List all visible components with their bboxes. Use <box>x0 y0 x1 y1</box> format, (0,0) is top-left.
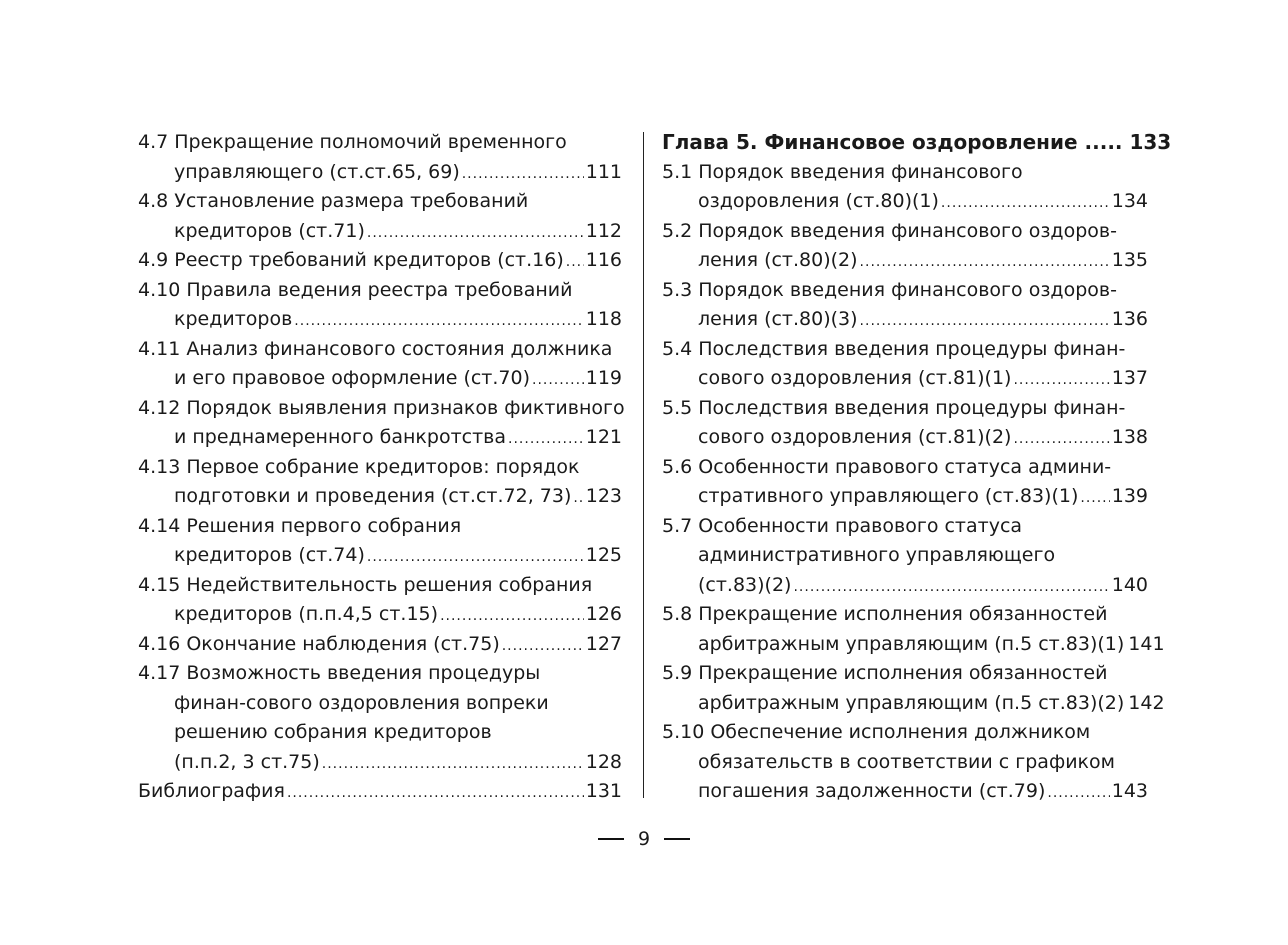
dot-leader <box>294 307 583 337</box>
toc-entry[interactable] <box>138 187 622 246</box>
dot-leader <box>860 248 1110 278</box>
toc-page-number: 142 <box>1128 691 1165 714</box>
toc-entry[interactable] <box>138 453 622 512</box>
dot-leader <box>793 573 1109 603</box>
toc-entry-title-line: оздоровления (ст.80)(1) <box>698 190 939 212</box>
dot-leader <box>532 366 584 396</box>
dot-leader <box>508 425 584 455</box>
toc-entry-title-line: 5.10 Обеспечение исполнения должником <box>662 721 1091 743</box>
toc-entry[interactable] <box>662 659 1165 718</box>
dot-leader <box>573 484 583 514</box>
toc-page-number: 137 <box>1111 367 1148 389</box>
dot-leader <box>566 248 584 278</box>
toc-entry-title-line: и его правовое оформление (ст.70) <box>174 367 530 389</box>
dot-leader <box>941 189 1110 219</box>
toc-entry-title-line: подготовки и проведения (ст.ст.72, 73) <box>174 485 572 507</box>
toc-entry[interactable] <box>138 777 622 807</box>
toc-entry-title-line: 4.11 Анализ финансового состояния должника <box>138 337 613 360</box>
toc-entry[interactable] <box>662 276 1148 335</box>
toc-page-number: 128 <box>585 750 622 773</box>
toc-entry-title-line: сового оздоровления (ст.81)(1) <box>698 367 1012 389</box>
toc-entry-title-line: 4.14 Решения первого собрания <box>138 514 462 537</box>
page-number: 9 <box>637 828 651 850</box>
toc-entry-title-line: 4.17 Возможность введения процедуры <box>138 662 541 684</box>
toc-entry[interactable] <box>662 718 1148 807</box>
toc-page-number: 138 <box>1111 426 1148 448</box>
toc-page-number: 126 <box>585 603 622 625</box>
toc-entry-title-line: 5.9 Прекращение исполнения обязанностей <box>662 662 1108 684</box>
dot-leader <box>367 219 584 249</box>
toc-entry[interactable] <box>662 158 1148 217</box>
dot-leader <box>440 602 584 632</box>
toc-entry[interactable] <box>662 335 1148 394</box>
toc-right-column <box>662 128 1172 807</box>
toc-page-number: 136 <box>1111 308 1148 330</box>
toc-entry-title-line: кредиторов (ст.71) <box>174 219 365 242</box>
toc-entry[interactable] <box>138 512 622 571</box>
toc-page-number: 119 <box>585 367 622 389</box>
toc-entry-title-line: обязательств в соответствии с графиком <box>698 750 1115 773</box>
toc-left-column <box>138 128 625 807</box>
toc-entry-title-line: 5.4 Последствия введения процедуры финан- <box>662 337 1126 360</box>
toc-page-number: 127 <box>585 632 622 655</box>
toc-page-number: 125 <box>585 544 622 566</box>
dot-leader <box>1080 484 1109 514</box>
toc-entry-title-line: 5.3 Порядок введения финансового оздоров- <box>662 278 1117 301</box>
toc-entry-title-line: стративного управляющего (ст.83)(1) <box>698 485 1079 507</box>
toc-entry-title-line: (ст.83)(2) <box>698 573 792 596</box>
toc-entry-title-line: 4.8 Установление размера требований <box>138 190 529 212</box>
toc-page-number: 112 <box>585 219 622 242</box>
toc-entry[interactable] <box>138 571 622 630</box>
toc-entry[interactable] <box>138 335 622 394</box>
toc-entry-title-line: 5.1 Порядок введения финансового <box>662 160 1023 183</box>
toc-entry[interactable] <box>662 600 1165 659</box>
toc-page-number: 134 <box>1111 190 1148 212</box>
toc-entry-title-line: Библиография <box>138 780 285 802</box>
toc-entry-title-line: 4.9 Реестр требований кредиторов (ст.16) <box>138 249 564 271</box>
toc-entry[interactable] <box>662 394 1148 453</box>
toc-entry[interactable] <box>138 630 622 660</box>
toc-entry-title-line: 4.7 Прекращение полномочий временного <box>138 131 567 153</box>
column-divider <box>643 132 644 798</box>
toc-entry-title-line: и преднамеренного банкротства <box>174 426 507 448</box>
toc-entry-title-line: кредиторов <box>174 308 293 330</box>
toc-entry-title-line: погашения задолженности (ст.79) <box>698 780 1046 802</box>
dot-leader <box>1013 425 1109 455</box>
toc-page-number: 140 <box>1111 573 1148 596</box>
toc-entry-title-line: 5.6 Особенности правового статуса админи- <box>662 455 1112 478</box>
toc-entry-title-line: 5.2 Порядок введения финансового оздоров- <box>662 219 1117 242</box>
toc-entry-title-line: 4.13 Первое собрание кредиторов: порядок <box>138 455 580 478</box>
toc-page-number: 116 <box>585 249 622 271</box>
dot-leader <box>322 750 584 780</box>
toc-entry-title-line: 4.12 Порядок выявления признаков фиктивного <box>138 396 625 419</box>
toc-page-number: 143 <box>1111 780 1148 802</box>
dot-leader <box>1013 366 1109 396</box>
toc-entry[interactable] <box>662 512 1148 601</box>
toc-entry-title-line: 5.5 Последствия введения процедуры финан- <box>662 396 1126 419</box>
toc-entry-title-line: кредиторов (ст.74) <box>174 544 365 566</box>
toc-page-number: 135 <box>1111 249 1148 271</box>
toc-entry-title-line: арбитражным управляющим (п.5 ст.83)(2) <box>698 691 1125 714</box>
toc-entry-title-line: кредиторов (п.п.4,5 ст.15) <box>174 603 439 625</box>
page-number-footer <box>0 828 1288 850</box>
toc-page-number: 118 <box>585 308 622 330</box>
toc-entry-title-line: административного управляющего <box>698 544 1056 566</box>
toc-entry-title-line: (п.п.2, 3 ст.75) <box>174 750 320 773</box>
dot-leader <box>367 543 584 573</box>
toc-entry-title-line: управляющего (ст.ст.65, 69) <box>174 160 460 183</box>
dot-leader <box>502 632 584 662</box>
toc-entry[interactable] <box>662 453 1148 512</box>
toc-page-number: 141 <box>1128 632 1165 655</box>
toc-entry[interactable] <box>138 246 622 276</box>
toc-page-number: 123 <box>585 485 622 507</box>
footer-dash-right <box>664 838 690 840</box>
toc-entry-title-line: 4.15 Недействительность решения собрания <box>138 573 593 596</box>
toc-entry[interactable] <box>138 276 622 335</box>
dot-leader <box>860 307 1110 337</box>
dot-leader <box>287 779 584 809</box>
toc-entry-title-line: 4.10 Правила ведения реестра требований <box>138 278 573 301</box>
toc-entry-title-line: 5.7 Особенности правового статуса <box>662 514 1023 537</box>
toc-page-number: 139 <box>1111 485 1148 507</box>
toc-page-number: 121 <box>585 426 622 448</box>
footer-dash-left <box>598 838 624 840</box>
toc-entry-title-line: решению собрания кредиторов <box>174 721 492 743</box>
toc-entry-title-line: ления (ст.80)(2) <box>698 249 858 271</box>
toc-page-number: 111 <box>585 160 622 183</box>
chapter-5-heading: Глава 5. Финансовое оздоровление ..... 133 <box>662 130 1172 154</box>
toc-entry-title-line: 5.8 Прекращение исполнения обязанностей <box>662 603 1108 625</box>
toc-entry[interactable] <box>138 128 622 187</box>
dot-leader <box>1047 779 1109 809</box>
toc-entry[interactable] <box>138 394 625 453</box>
toc-entry[interactable] <box>138 659 622 777</box>
toc-entry-title-line: 4.16 Окончание наблюдения (ст.75) <box>138 632 500 655</box>
toc-entry-title-line: арбитражным управляющим (п.5 ст.83)(1) <box>698 632 1125 655</box>
toc-entry[interactable] <box>662 217 1148 276</box>
toc-entry-title-line: сового оздоровления (ст.81)(2) <box>698 426 1012 448</box>
toc-entry-title-line: ления (ст.80)(3) <box>698 308 858 330</box>
dot-leader <box>462 160 584 190</box>
toc-page-number: 131 <box>585 780 622 802</box>
toc-entry-title-line: финан-сового оздоровления вопреки <box>174 691 549 714</box>
